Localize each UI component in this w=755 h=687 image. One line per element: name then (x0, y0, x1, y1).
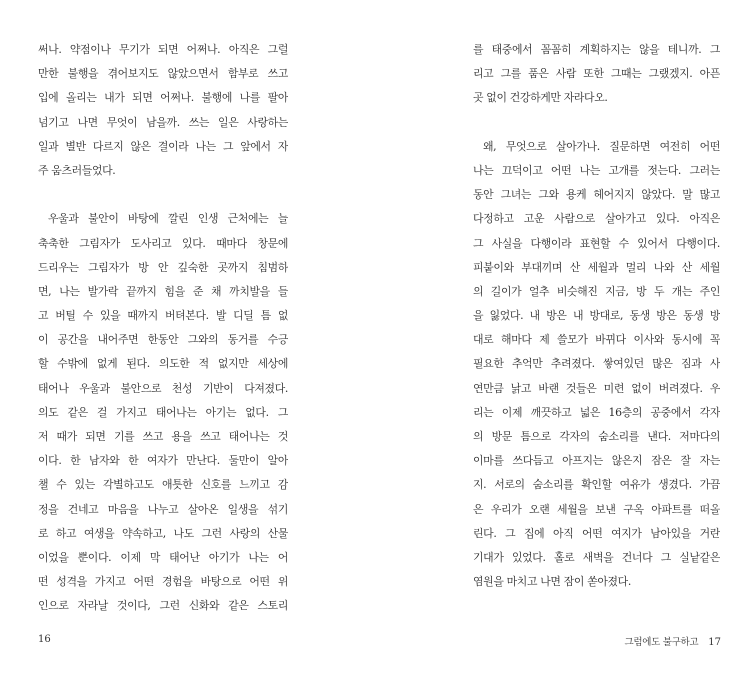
text-line: 를 태중에서 꼼꼼히 계획하지는 않을 테니까. 그 (473, 43, 720, 56)
paragraph (473, 38, 720, 111)
text-line: 의도 같은 걸 가지고 태어나는 아기는 없다. 그 (38, 405, 288, 419)
text-line: 기대가 있었다. 홀로 새벽을 건너다 그 실낱같은 (473, 550, 720, 564)
text-line: 넘기고 나면 무엇이 남을까. 쓰는 일은 사랑하는 (38, 115, 288, 129)
text-line: 이마를 쓰다듬고 아프지는 않은지 잠은 잘 자는 (473, 454, 720, 468)
text-line: 면, 나는 발가락 끝까지 힘을 준 채 까치발을 들 (38, 284, 288, 298)
text-line: 의 방문 틈으로 각자의 숨소리를 낸다. 저마다의 (473, 430, 720, 443)
text-line: 염원을 마치고 나면 잠이 쏟아졌다. (473, 575, 631, 589)
text-line: 정을 건네고 마음을 나누고 살아온 일생을 섞기 (38, 502, 288, 516)
text-line: 드리우는 그림자가 방 안 깊숙한 곳까지 침범하 (38, 260, 288, 274)
text-line: 로 하고 여생을 약속하고, 나도 그런 사랑의 산물 (38, 526, 288, 540)
text-line: 떤 성격을 가지고 어떤 경험을 바탕으로 어떤 위 (38, 575, 288, 589)
text-line: 태어나 우울과 불안으로 천성 기반이 다져졌다. (38, 381, 288, 395)
text-line: 의 길이가 얼추 비슷해진 지금, 방 두 개는 주인 (473, 284, 720, 298)
text-line: 저 때가 되면 기를 쓰고 용을 쓰고 태어나는 것 (38, 430, 288, 443)
text-line: 챌 수 있는 각별하고도 애틋한 신호를 느끼고 감 (38, 478, 288, 492)
text-line: 만한 불행을 겪어보지도 않았으면서 함부로 쓰고 (38, 67, 288, 81)
text-line: 인으로 자라날 것이다, 그런 신화와 같은 스토리 (38, 599, 288, 613)
paragraph (38, 207, 288, 618)
text-line: 주 움츠러들었다. (38, 163, 116, 177)
paragraph (473, 135, 720, 595)
page-number-left: 16 (38, 634, 51, 645)
page-number-right: 17 (708, 637, 721, 648)
text-line: 입에 올리는 내가 되면 어쩌나. 불행에 나를 팔아 (38, 91, 288, 105)
paragraph-gap (473, 111, 720, 135)
text-line: 리는 이제 깨끗하고 넓은 16층의 공중에서 각자 (473, 405, 720, 419)
text-line: 곳 없이 건강하게만 자라다오. (473, 91, 608, 105)
paragraph (38, 38, 288, 183)
text-line: 나는 끄덕이고 어떤 나는 고개를 젓는다. 그러는 (473, 163, 720, 177)
text-line: 그 사실을 다행이라 표현할 수 있어서 다행이다. (473, 236, 720, 250)
right-page-body (473, 38, 720, 594)
text-line: 피붙이와 부대끼며 산 세월과 멀리 나와 산 세월 (473, 260, 720, 274)
text-line: 대로 해마다 제 쓸모가 바뀌다 이사와 동시에 꼭 (473, 333, 720, 347)
text-line: 축축한 그림자가 도사리고 있다. 때마다 창문에 (38, 236, 288, 250)
text-line: 써나. 약점이나 무기가 되면 어쩌나. 아직은 그럴 (38, 43, 288, 56)
text-line: 이 공간을 내어주면 한동안 그와의 동거를 수긍 (38, 333, 288, 347)
text-line: 고 버틸 수 있을 때까지 버텨본다. 발 디딜 틈 없 (38, 309, 288, 323)
left-page-body (38, 38, 288, 619)
text-line: 필요한 추억만 추려졌다. 쌓여있던 많은 짐과 사 (473, 357, 720, 371)
footer-right (625, 634, 721, 648)
text-line: 을 잃었다. 내 방은 내 방대로, 동생 방은 동생 방 (473, 309, 720, 323)
text-line: 이다. 한 남자와 한 여자가 만난다. 둘만이 알아 (38, 454, 288, 468)
text-line: 린다. 그 집에 아직 어떤 여지가 남아있을 거란 (473, 526, 720, 540)
text-line: 왜, 무엇으로 살아가나. 질문하면 여전히 어떤 (483, 139, 720, 153)
text-line: 은 우리가 오랜 세월을 보낸 구옥 아파트를 떠올 (473, 502, 720, 516)
text-line: 다정하고 고운 사람으로 살아가고 있다. 아직은 (473, 212, 720, 226)
text-line: 동안 그녀는 그와 용케 헤어지지 않았다. 말 많고 (473, 188, 720, 202)
text-line: 리고 그를 품은 사람 또한 그때는 그랬겠지. 아픈 (473, 67, 720, 81)
paragraph-gap (38, 183, 288, 207)
text-line: 지. 서로의 숨소리를 확인할 여유가 생겼다. 가끔 (473, 478, 720, 492)
running-head: 그럼에도 불구하고 (624, 637, 699, 648)
text-line: 우울과 불안이 바탕에 깔린 인생 근처에는 늘 (48, 212, 288, 226)
left-page (0, 0, 377, 687)
text-line: 연만큼 낡고 바랜 것들은 미련 없이 버려졌다. 우 (473, 381, 720, 395)
text-line: 일과 별반 다르지 않은 결이라 나는 그 앞에서 자 (38, 139, 288, 153)
right-page (377, 0, 755, 687)
text-line: 이었을 뿐이다. 이제 막 태어난 아기가 나는 어 (38, 550, 288, 564)
text-line: 할 수밖에 없게 된다. 의도한 적 없지만 세상에 (38, 357, 288, 371)
